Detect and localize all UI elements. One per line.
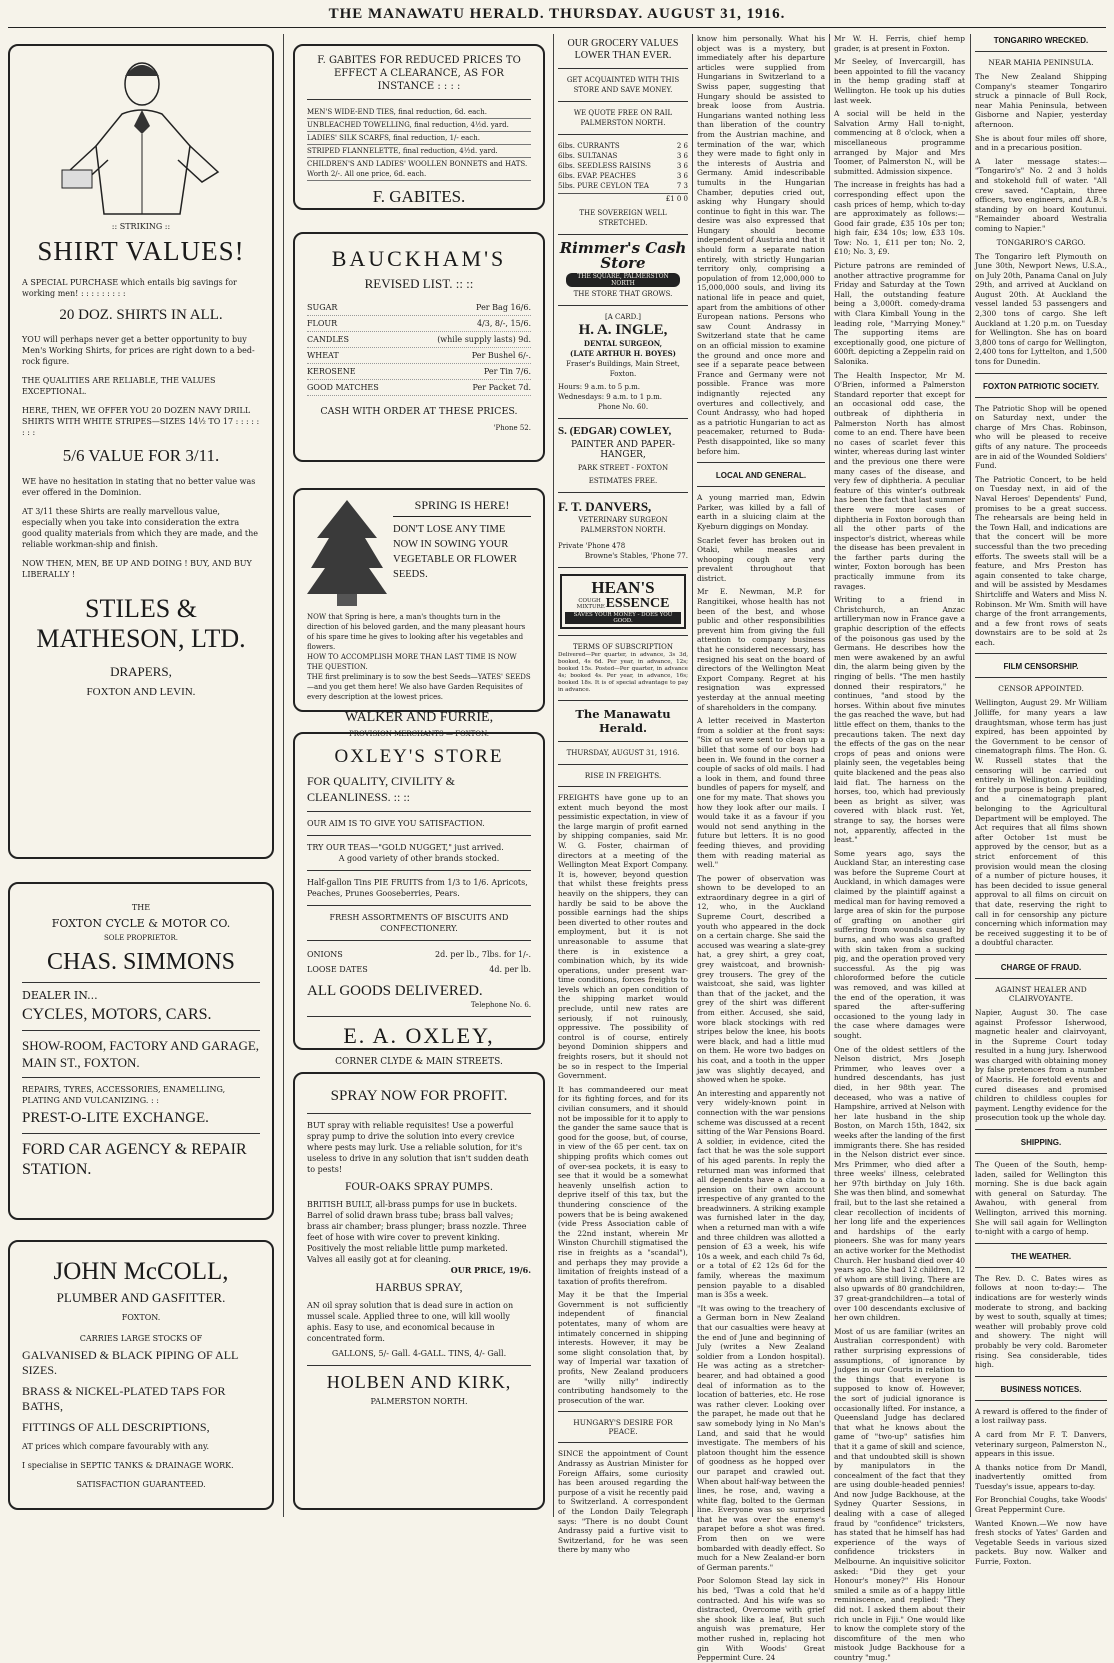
section-subheading: TONGARIRO'S CARGO. <box>996 237 1086 247</box>
news-item: The Tongariro left Plymouth on June 30th, Newport News, U.S.A., on July 20th, Panama Canal on July 29th, and arrived at Auckland on August 20th. At Auckland the vessel landed 53 passengers and 2,300 tons of cargo. She left Auckland at 1.20 p.m. on Tuesday for Wellington. She has on board 3,800 tons of cargo for Wellington, 2,400 tons for Lyttelton, and 1,500 tons for Dunedin. <box>975 251 1107 367</box>
news-item: One of the oldest settlers of the Nelson district, Mrs Joseph Primmer, who leaves over a hundred descendants, has just died, in her 98th year. The deceased, who was a native of Hampshire, arrived at Nelson with her late husband in the ship Boston, on March 15th, 1842, six weeks after the landing of the first immigrants there. She has resided in the Nelson district ever since. Mrs Primmer, who died after a three weeks' illness, celebrated her 97th birthday on July 16th. She was then blind, and somewhat frail, but to the last she retained a clear recollection of incidents of her long life and the experiences and hardships of the early pioneers. She was for many years an active worker for the Methodist Church. Her husband died over 40 years ago. She had 12 children, 12 of whom are still living. There are also upwards of 80 grandchildren, 37 great-grandchildren—a total of over 100 descendants exclusive of her own children. <box>834 1044 965 1323</box>
mccoll-guarantee: SATISFACTION GUARANTEED. <box>76 1480 206 1489</box>
heans-slogan: SAVES YOUR MONEY - DOES YOU GOOD. <box>565 612 681 624</box>
news-item: Writing to a friend in Christchurch, an Anzac artilleryman now in France gave a graphic description of the effects of the poisonous gas used by the Germans. He describes how the men were awakened by an awful din, the alarm being given by the ringing of bells. "The men hastily donned their respirators," he continues, "and stood by the horses. Within about five minutes the gas reached the wave, but had little effect on them, thanks to the precautions taken. The next day the effects of the gas on the near crops of peas and onions were plainly seen, the vegetables being quite blackened and the peas also laid flat. The harness on the horses, too, which had previously been as bright as silver, was covered with black rust. Yet, strange to say, the horses were not, apparently, affected in the least." <box>834 595 965 845</box>
news-item: Scarlet fever has broken out in Otaki, while measles and whooping cough are very prevalent throughout that district. <box>697 535 825 583</box>
grocery-total: £1 0 0 <box>558 193 688 204</box>
mccoll-line: FITTINGS OF ALL DESCRIPTIONS, <box>22 1420 210 1434</box>
article-paragraph: know him personally. What his object was is a mystery, but immediately after his departure articles were supplied from Hungarians in Switzerland to a Swiss paper, suggesting that Hungary should be assisted to break loose from Austria. Hungarians wanted nothing less than liberation of the country from the Austrian machine, and termination of the war, which they were made to fight only in the interests of Austria and Germany. Amid indescribable tumults in the Hungarian Chamber, deputies cried out, asking why Hungary should continue to fight in this war. The desire was also expressed that Hungary should become independent of Austria and that it should form a separate nation entirely, with strictly Hungarian territory only, comprising a population of from 12,000,000 to 15,000,000 souls, and living its national life in peace and quiet, apart from the ambitions of other European nations. Persons who saw Count Andrassy in Switzerland state that he came on an official mission to examine the ground and once more and see if a separate peace between France and Germany were not possible. France was more indignantly rejected any overtures and collectively, and Count Andrassy, who had hoped as a patriotic Hungarian to act as peacemaker, returned to Buda-Pesth disappointed, like so many before him. <box>697 34 825 456</box>
stiles-towns: FOXTON AND LEVIN. <box>86 686 196 698</box>
grocery-row <box>558 161 688 171</box>
shirts-para: NOW THEN, MEN, BE UP AND DOING ! BUY, AND BUY LIBERALLY ! <box>22 559 252 579</box>
grocery-row <box>558 171 688 181</box>
bauckham-item: CANDLES <box>307 335 349 344</box>
news-item: The Health Inspector, Mr M. O'Brien, informed a Palmerston Standard reporter that except for an occasional odd case, the outbreak of diphtheria in Palmerston North has almost come to an end. There have been no cases of scarlet fever this winter, whereas during last winter and the previous one there were many cases of the disease, and very few of diphtheria. A peculiar feature of this winter's outbreak has been the fact that last summer there were more cases of diphtheria in Foxton borough than all the other parts of the inspector's district, whereas while the disease has been prevalent in the farther parts during the winter, Foxton borough has been practically immune from its ravages. <box>834 370 965 591</box>
bauckham-price-list <box>307 300 531 396</box>
oxley-phone: Telephone No. 6. <box>470 1001 531 1009</box>
gabites-name: F. GABITES. <box>372 187 466 206</box>
bauckham-subtitle: REVISED LIST. :: :: <box>364 276 474 291</box>
grocery-sub: GET ACQUAINTED WITH THIS STORE AND SAVE MONEY. <box>566 76 680 94</box>
bauckham-item: SUGAR <box>307 303 338 312</box>
gabites-item: MEN'S WIDE-END TIES, final reduction, 6d. each. <box>307 106 531 119</box>
news-item: The power of observation was shown to be developed to an extraordinary degree in a girl of 12, who, in the Auckland Supreme Court, described a youth who appeared in the dock on a certain charge. She said the accused was wearing a slate-grey hat, a grey shirt, a grey coat, grey waistcoat, and brownish-grey trousers. The grey of the waistcoat, she said, was lighter than that of the jacket, and the grey of the shirt was different from either. Accused, she said, wore black stockings with red stripes below the knee, his boots were black, and had a little mud on them. He wore two badges on his coat, and a tooth in the upper jaw was slightly decayed, and showed when he spoke. <box>697 873 825 1085</box>
gabites-advert <box>293 44 545 210</box>
tree-icon <box>307 498 387 608</box>
news-item: A young married man, Edwin Parker, was killed by a fall of earth in a sluicing claim at the Kyeburn diggings on Monday. <box>697 493 825 531</box>
oxley-address: CORNER CLYDE & MAIN STREETS. <box>335 1057 503 1067</box>
rimmers-logo: Rimmer's Cash Store <box>559 239 687 272</box>
danvers-line: Browne's Stables, 'Phone 77. <box>584 552 688 560</box>
mccoll-line: I specialise in SEPTIC TANKS & DRAINAGE WORK. <box>22 1461 234 1470</box>
section-heading: TONGARIRO WRECKED. <box>993 36 1089 45</box>
walker-furrie-name: WALKER AND FURRIE, <box>344 710 494 725</box>
article-paragraph: FREIGHTS have gone up to an extent much beyond the most pessimistic expectation, in view of the large margin of profit earned by shipping companies, said Mr. W. G. Foster, chairman of directors at a meeting of the Wellington Meat Export Company. It is, however, beyond question that whilst these freights press heavily on the shippers, they can hardly be said to be above the possible earnings had the ships been diverted to other routes and employment, but it is not unreasonable to assume that there is in existence a combination which, by its wide operations, under present war-time conditions, forces freights to levels which an open condition of the shipping market would preclude, until new rates are seriously, if not ruinously, oppressive. The possibility of control is of course, entirely beyond Dominion shippers and freights rosers, but it should not be so in respect to the Imperial Government. <box>558 793 688 1081</box>
news-item: A social will be held in the Salvation Army Hall to-night, commencing at 8 o'clock, when a miscellaneous programme arranged by Major and Mrs Toomer, of Palmerston N., will be submitted. Admission sixpence. <box>834 109 965 176</box>
bauckham-item: GOOD MATCHES <box>307 383 379 392</box>
grocery-row <box>558 181 688 191</box>
gabites-heading: F. GABITES FOR REDUCED PRICES TO EFFECT A CLEARANCE, AS FOR INSTANCE : : : : <box>317 55 521 92</box>
bauckham-price-row <box>307 316 531 332</box>
shirts-intro: A SPECIAL PURCHASE which entails big savings for working men! : : : : : : : : : <box>22 278 237 298</box>
news-item: Napier, August 30. The case against Professor Isherwood, magnetic healer and clairvoyant, in the Supreme Court today resulted in a hung jury. Isherwood was charged with obtaining money by false pretences from a number of Maoris. He foretold events and cured diseases and promised children to childless couples for payment. Lengthy evidence for the prosecution took up the whole day. <box>975 1007 1107 1123</box>
news-item: Some years ago, says the Auckland Star, an interesting case was before the Supreme Court at Auckland, in which damages were claimed by the plaintiff against a medical man for having removed a large area of skin for the purpose of grafting on another girl suffering from wounds caused by burns, and who was also grafted with skin taken from a sucking pig, and the operation proved very successful. As the pig was chloroformed before the cuticle was removed, and was killed at the end of the operation, it was spared the after-suffering occasioned to the young lady in the case where damages were sought. <box>834 848 965 1040</box>
bauckham-price-row <box>307 364 531 380</box>
stiles-drapers: DRAPERS, <box>110 664 172 679</box>
shirts-count: 20 DOZ. SHIRTS IN ALL. <box>59 307 223 323</box>
bauckham-item: KEROSENE <box>307 367 356 376</box>
mccoll-town: FOXTON. <box>121 1313 161 1322</box>
column-6 <box>975 34 1107 1567</box>
mccoll-name: JOHN McCOLL, <box>53 1258 229 1285</box>
grocery-item: 6lbs. SEEDLESS RAISINS <box>558 162 651 170</box>
spring-para: THE first preliminary is to sow the best Seeds—YATES' SEEDS—and you get them here! We also have Garden Requisites of every description at the lowest prices. <box>307 673 531 701</box>
dates-label: LOOSE DATES <box>307 965 368 974</box>
bauckham-price: Per Packet 7d. <box>472 383 531 392</box>
news-item: Wellington, August 29. Mr William Jolliffe, for many years a law draughtsman, whose term has just expired, has been appointed by the Government to be censor of cinematograph films. The Hon. G. W. Russell states that the censoring will be carried out entirely in Wellington. A building for the purpose is being prepared, and a cinematograph plant belonging to the Agricultural Department will be employed. The Act requires that all films shown after October 1st must be approved by the censor, but as a strict enforcement of this provision would mean the closing of a number of picture houses, it has been decided to issue general approval to all films on circuit on that date, reserving the right to call in for censorship any picture concerning which information may be received suggesting it to be of a doubtful character. <box>975 698 1107 948</box>
section-heading: BUSINESS NOTICES. <box>1000 1384 1082 1394</box>
bauckham-price: 4/3, 8/-, 15/6. <box>476 319 531 328</box>
bauckham-item: FLOUR <box>307 319 338 328</box>
column-5 <box>834 34 965 1662</box>
news-item: "It was owing to the treachery of a German born in New Zealand that our casualties were heavy at the end of June and beginning of July (writes a New Zealand soldier from a London hospital). He was acting as a stretcher-bearer, and had obtained a good deal of information as to the location of batteries, etc. He rose was rather clever. Looking over the parapet, he made out that he saw somebody lying in No Man's Land, and said that he would investigate. The members of his platoon thought him the essence of goodness as he hopped over our parapet and crawled out. When about half-way between the lines, he rose, and, waving a white flag, bolted to the German line. Everyone was so surprised that he was over the enemy's parapet before a shot was fired. From then on we were bombarded with deadly effect. So much for a New Zealand-er born of German parents." <box>697 1303 825 1572</box>
column-rule <box>970 34 971 1517</box>
spray-heading: HARBUS SPRAY, <box>375 1282 463 1294</box>
cycle-advert <box>8 882 274 1220</box>
news-item: The New Zealand Shipping Company's steamer Tongariro struck a pinnacle of Bull Rock, near Mahia Peninsula, between Gisborne and Napier, yesterday afternoon. <box>975 72 1107 129</box>
holben-kirk-town: PALMERSTON NORTH. <box>370 1397 468 1406</box>
grocery-item: 5lbs. PURE CEYLON TEA <box>558 182 649 190</box>
gabites-item: UNBLEACHED TOWELLING, final reduction, 4½d. yard. <box>307 119 531 132</box>
news-item: For Bronchial Coughs, take Woods' Great Peppermint Cure. <box>975 1495 1107 1515</box>
grocery-price: 3 6 <box>676 172 688 180</box>
rimmers-tagline: THE STORE THAT GROWS. <box>573 290 673 298</box>
gabites-item: STRIPED FLANNELETTE, final reduction, 4½d. yard. <box>307 145 531 158</box>
news-item: An interesting and apparently not very widely-known point in connection with the war pensions scheme was discussed at a recent sitting of the War Pensions Board. A soldier, in evidence, cited the fact that he was the sole support of his aged parents. In reply the returned man was informed that all dependents have a claim to a pension on their own account irrespective of any granted to the breadwinners. A striking example was furnished later in the day, when a returned man with a wife and three children was allotted a pension of £3 a week, his wife 10s a week, and each child 7s 6d, or a total of £2 12s 6d for the family, whereas the maximum pension payable to a disabled man is 35s a week. <box>697 1088 825 1300</box>
oxley-delivered: ALL GOODS DELIVERED. <box>307 983 483 999</box>
news-item: A letter received in Masterton from a soldier at the front says: "Six of us were sent to clean up a billet that some of our boys had been in. We found in the corner a couple of sacks of old mails. I had a look in them, and found three bundles of papers for myself, and one for my mate. That shows you how they look after our mails. I would take it as a favour if you would not send anything in the future but letters. It is no good feeding thieves, and providing them with reading material as well." <box>697 716 825 870</box>
section-heading: CHARGE OF FRAUD. <box>1000 962 1082 972</box>
grocery-row <box>558 141 688 151</box>
spray-para: BRITISH BUILT, all-brass pumps for use in buckets. Barrel of solid drawn brass tube; brass ball valves; brass air chamber; brass plunger; brass nozzle. Three feet of hose with wire cover to prevent kinking. Positively the most reliable little pump marketed. Valves all easily got at for cleaning. <box>307 1200 527 1264</box>
cycle-repairs: REPAIRS, TYRES, ACCESSORIES, ENAMELLING, PLATING AND VULCANIZING. : : <box>22 1085 226 1105</box>
news-item: A thanks notice from Dr Mandl, inadvertently omitted from Tuesday's issue, appears to-day. <box>975 1462 1107 1491</box>
cowley-line: ESTIMATES FREE. <box>588 477 658 485</box>
shirts-title: SHIRT VALUES! <box>37 236 245 266</box>
shirts-para: AT 3/11 these Shirts are really marvellous value, especially when you take into consideration the extra good quality materials from which they are made, and the reliable workman-ship and finish. <box>22 507 259 549</box>
bauckham-price: Per Bushel 6/-. <box>471 351 531 360</box>
news-item: The Queen of the South, hemp-laden, sailed for Wellington this morning. She is due back again with general on Saturday. The Awahou, with general from Wellington, arrived this morning. She will sail again for Wellington to-night with a cargo of hemp. <box>975 1160 1107 1237</box>
onions-price: 2d. per lb., 7lbs. for 1/-. <box>435 950 531 959</box>
oxley-line: FRESH ASSORTMENTS OF BISCUITS AND CONFECTIONERY. <box>329 913 509 933</box>
news-item: Mr Seeley, of Invercargill, has been appointed to fill the vacancy in the hemp grading staff at Wellington. He took up his duties last week. <box>834 57 965 105</box>
bauckham-price: (while supply lasts) 9d. <box>437 335 531 344</box>
news-item: The increase in freights has had a corresponding effect upon the cash prices of hemp, which to-day are approximately as follows:—Good fair grade, £35 10s per ton; high fair, £34 10s; low, £33 10s. Tow: No. 1, £11 per ton; No. 2, £10; No. 3, £9. <box>834 180 965 257</box>
bauckham-item: WHEAT <box>307 351 339 360</box>
section-subheading: CENSOR APPOINTED. <box>998 684 1084 694</box>
heans-title: HEAN'S <box>591 578 655 597</box>
gabites-list <box>307 106 531 181</box>
article-paragraph: May it be that the Imperial Government is not sufficiently independent of financial potentates, many of whom are intimately concerned in shipping interests. However, it may be some slight consolation that, by way of Imperial war taxation of profits, New Zealand producers are "willy nilly" indirectly contributing handsomely to the prosecution of the war. <box>558 1290 688 1405</box>
onions-label: ONIONS <box>307 950 343 959</box>
oxley-title: OXLEY'S STORE <box>334 746 504 767</box>
section-subheading: NEAR MAHIA PENINSULA. <box>988 58 1094 67</box>
grocery-price: 3 6 <box>676 152 688 160</box>
column-rule <box>553 34 554 1517</box>
grocery-price: 2 6 <box>676 142 688 150</box>
grocery-row <box>558 151 688 161</box>
grocery-item: 6lbs. EVAP. PEACHES <box>558 172 636 180</box>
spray-price: OUR PRICE, 19/6. <box>450 1265 531 1275</box>
news-item: A reward is offered to the finder of a lost railway pass. <box>975 1406 1107 1426</box>
mccoll-line: AT prices which compare favourably with any. <box>22 1442 209 1451</box>
column-3 <box>558 34 688 1559</box>
cycle-owner-name: CHAS. SIMMONS <box>46 949 236 975</box>
masthead: THE MANAWATU HERALD. THURSDAY. AUGUST 31, 1916. <box>328 6 786 22</box>
section-heading: FOXTON PATRIOTIC SOCIETY. <box>982 381 1099 391</box>
article-heading: HUNGARY'S DESIRE FOR PEACE. <box>573 1418 673 1437</box>
news-item: Most of us are familiar (writes an Australian correspondent) with rather surprising expressions of assumptions, of ignorance by Judges in our Courts in relation to the things that everyone is supposed to know of. However, the sort of judicial ignorance is occasionally lifted. For instance, a Queensland Judge has declared that what he knows about the game of "two-up" satisfies him that it a game of skill and science, and that undoubted skill is shown by manipulators in the concealment of the fact that they are using double-headed pennies! And now Judge Backhouse, at the Sydney Quarter Sessions, in dealing with a case of alleged fraud by "confidence" tricksters, has stated that he himself has had experience of the ways of confidence tricksters in Melbourne. An inquisitive solicitor asked: "Did they get your Honour's money?" His Honour smiled a smile as of a happy little reminiscence, and replied: "They did not. I asked them about their rich uncle in Fiji." One would like to know the complete story of the discomfiture of the men who mistook Judge Backhouse for a country "mug." <box>834 1326 965 1662</box>
spray-para: AN oil spray solution that is dead sure in action on mussel scale. Applied three to one, will kill woolly aphis. Easy to use, and economical because in concentrated form. <box>307 1301 514 1343</box>
mccoll-trade: PLUMBER AND GASFITTER. <box>56 1290 226 1305</box>
section-heading: LOCAL AND GENERAL. <box>715 471 807 481</box>
heans-advert <box>560 574 686 629</box>
cowley-line: PAINTER AND PAPER-HANGER, <box>571 440 675 460</box>
bauckham-cash-note: CASH WITH ORDER AT THESE PRICES. <box>320 406 518 417</box>
oxley-line: OUR AIM IS TO GIVE YOU SATISFACTION. <box>307 819 485 828</box>
cowley-line: PARK STREET - FOXTON <box>577 464 669 472</box>
cycle-proprietor: SOLE PROPRIETOR. <box>104 934 178 942</box>
shirts-offer: 5/6 VALUE FOR 3/11. <box>62 446 220 465</box>
shirts-para: THE QUALITIES ARE RELIABLE, THE VALUES EXCEPTIONAL. <box>22 376 216 396</box>
ingle-line: Fraser's Buildings, Main Street, Foxton. <box>566 360 680 378</box>
ingle-line: (LATE ARTHUR H. BOYES) <box>570 349 676 358</box>
spring-para: HOW TO ACCOMPLISH MORE THAN LAST TIME IS NOW THE QUESTION. <box>307 653 517 671</box>
dates-price: 4d. per lb. <box>489 965 531 974</box>
bauckham-price-row <box>307 380 531 396</box>
gabites-item: CHILDREN'S AND LADIES' WOOLLEN BONNETS and HATS. Worth 2/-. All one price, 6d. each. <box>307 158 531 181</box>
spray-advert <box>293 1072 545 1510</box>
section-heading: FILM CENSORSHIP. <box>1003 662 1079 672</box>
spray-heading: FOUR-OAKS SPRAY PUMPS. <box>345 1181 493 1193</box>
section-heading: THE WEATHER. <box>1010 1251 1072 1261</box>
oxley-subtitle: FOR QUALITY, CIVILITY & CLEANLINESS. :: :: <box>307 774 455 804</box>
bauckham-price-row <box>307 348 531 364</box>
cycle-dealer: DEALER IN... <box>22 989 98 1002</box>
mccoll-line: BRASS & NICKEL-PLATED TAPS FOR BATHS, <box>22 1384 226 1413</box>
news-item: A later message states:— "Tongariro's" No. 2 and 3 holds and stokehold full of water. "All crew saved. "Captain, three officers, two engineers, and A.B.'s standing by on board Koutunui. "Remainder aboard Westralia coming to Napier." <box>975 156 1107 233</box>
danvers-line: VETERINARY SURGEON <box>578 516 668 524</box>
danvers-name: F. T. DANVERS, <box>558 499 652 514</box>
mccoll-line: CARRIES LARGE STOCKS OF <box>79 1334 203 1343</box>
ingle-hours: Hours: 9 a.m. to 5 p.m. Wednesdays: 9 a.m. to 1 p.m. <box>558 383 662 401</box>
herald-date: THURSDAY, AUGUST 31, 1916. <box>566 749 680 757</box>
bauckham-price: Per Bag 16/6. <box>476 303 531 312</box>
gabites-item: LADIES' SILK SCARFS, final reduction, 1/- each. <box>307 132 531 145</box>
spray-gallons: GALLONS, 5/- Gall. 4-GALL. TINS, 4/- Gall. <box>331 1349 507 1358</box>
bauckham-price: Per Tin 7/6. <box>483 367 531 376</box>
terms-body: Delivered—Per quarter, in advance, 3s 3d, booked, 4s 6d. Per year, in advance, 12s; booked 15s. Posted—Per quarter, in advance 4s; booked 4s. Per year, in advance, 16s; booked 18s. It is of special advantage to pay in advance. <box>558 652 688 693</box>
shirts-para: YOU will perhaps never get a better opportunity to buy Men's Working Shirts, for prices are right down to a bed-rock figure. <box>22 335 255 366</box>
column-4 <box>697 34 825 1663</box>
grocery-price: 7 3 <box>676 182 688 190</box>
bauckham-price-row <box>307 332 531 348</box>
shirt-man-illustration <box>22 54 262 219</box>
spray-para: BUT spray with reliable requisites! Use a powerful spray pump to drive the solution into every crevice where pests may lurk. Use a reliable solution, for it's useless to drive in any solution that isn't sudden death to pests! <box>307 1121 529 1174</box>
bauckham-advert <box>293 232 545 462</box>
spring-para: NOW that Spring is here, a man's thoughts turn in the direction of his beloved garden, and the many pleasant hours of his spare time he gives to looking after his vegetables and flowers. <box>307 613 526 651</box>
shirts-para: HERE, THEN, WE OFFER YOU 20 DOZEN NAVY DRILL SHIRTS WITH WHITE STRIPES—SIZES 14½ TO 17 : : : : : : : : <box>22 406 260 437</box>
news-item: Wanted Known.—We now have fresh stocks of Yates' Garden and Vegetable Seeds in various sized packets. Buy now. Walker and Furrie, Foxton. <box>975 1518 1107 1567</box>
oxley-line: TRY OUR TEAS—"GOLD NUGGET," just arrived. <box>307 843 504 852</box>
mccoll-line: GALVANISED & BLACK PIPING OF ALL SIZES. <box>22 1348 238 1377</box>
oxley-line: Half-gallon Tins PIE FRUITS from 1/3 to 1/6. Apricots, Peaches, Prunes Gooseberries, Pears. <box>307 878 528 898</box>
article-paragraph: It has commandeered our meat for its fighting forces, and for its civilian consumers, and it should not be impossible for it to apply to the gander the same sauce that is good for the goose, but, of course, in view of the 65 per cent. tax on shipping profits which comes out of over-sea pockets, it is easy to see that it would be a somewhat heavenly unselfish action to deprive itself of this tax, but the thundering conscience of the powers that be is being awakened (vide Press Association cable of the 22nd instant, wherein Mr Winston Churchill stigmatised the rise in freights as a "scandal"), and perhaps they may provide a limitation of freights instead of a taxation of profits therefrom. <box>558 1084 688 1286</box>
news-item: A card from Mr F. T. Danvers, veterinary surgeon, Palmerston N., appears in this issue. <box>975 1429 1107 1459</box>
masthead-rule <box>8 27 1106 28</box>
ingle-line: DENTAL SURGEON, <box>583 339 663 348</box>
bauckham-title: BAUCKHAM'S <box>331 246 507 271</box>
shirts-para: WE have no hesitation in stating that no better value was ever offered in the Dominion. <box>22 477 256 497</box>
grocery-sub: WE QUOTE FREE ON RAIL PALMERSTON NORTH. <box>573 109 673 127</box>
heans-cough: COUGH MIXTURE <box>576 598 605 610</box>
news-item: She is about four miles off shore, and in a precarious position. <box>975 133 1107 153</box>
oxley-line: A good variety of other brands stocked. <box>338 854 500 863</box>
ingle-phone: Phone No. 60. <box>597 403 649 411</box>
grocery-tagline: THE SOVEREIGN WELL STRETCHED. <box>579 209 667 227</box>
news-item: The Rev. D. C. Bates wires as follows at noon to-day:— The indications are for westerly winds moderate to strong, and backing by west to south, squally at times; weather will probably prove cold and showery. The night will probably be very cold. Barometer rising. Sea considerable, tides high. <box>975 1273 1107 1370</box>
bauckham-price-row <box>307 300 531 316</box>
article-paragraph: SINCE the appointment of Count Andrassy as Austrian Minister for Foreign Affairs, some curiosity has been aroused regarding the purpose of a visit he recently paid to Switzerland. A correspondent of the London Daily Telegraph says: "There is no doubt Count Andrassy paid a furtive visit to Switzerland, for he was seen there by many who <box>558 1449 688 1555</box>
spring-body: DON'T LOSE ANY TIME NOW IN SOWING YOUR VEGETABLE OR FLOWER SEEDS. <box>393 524 517 580</box>
grocery-list <box>558 141 688 191</box>
spray-title: SPRAY NOW FOR PROFIT. <box>330 1088 508 1104</box>
shirts-advert <box>8 44 274 859</box>
cowley-name: S. (EDGAR) COWLEY, <box>558 425 672 437</box>
grocery-item: 6lbs. SULTANAS <box>558 152 618 160</box>
cycle-prestolite: PREST-O-LITE EXCHANGE. <box>22 1110 209 1126</box>
mccoll-advert <box>8 1240 274 1510</box>
peppermint-cure-verse: Poor Solomon Stead lay sick in his bed, 'Twas a cold that he'd contracted. And his wife was so distracted, Overcome with grief she shook like a leaf, But such anguish was premature, Her mother rushed in, replacing hot gin With Woods' Great Peppermint Cure. 24 <box>697 1576 825 1663</box>
grocery-title: OUR GROCERY VALUES LOWER THAN EVER. <box>567 38 679 61</box>
cycle-company: FOXTON CYCLE & MOTOR CO. <box>51 917 231 930</box>
column-rule <box>692 34 693 1517</box>
column-rule <box>283 34 284 1517</box>
shirts-kicker: :: STRIKING :: <box>111 222 171 231</box>
rimmers-address: THE SQUARE, PALMERSTON NORTH <box>566 273 680 287</box>
section-heading: SHIPPING. <box>1020 1138 1062 1148</box>
terms-title: TERMS OF SUBSCRIPTION <box>572 643 674 651</box>
cycle-ford-agency: FORD CAR AGENCY & REPAIR STATION. <box>22 1141 247 1178</box>
cycle-showroom: SHOW-ROOM, FACTORY AND GARAGE, MAIN ST., FOXTON. <box>22 1038 260 1070</box>
article-heading: RISE IN FREIGHTS. <box>584 771 662 780</box>
oxley-name: E. A. OXLEY, <box>343 1023 495 1048</box>
column-rule <box>829 34 830 1517</box>
ingle-card: [A CARD.] <box>604 313 641 321</box>
oxley-advert <box>293 732 545 1067</box>
ingle-name: H. A. INGLE, <box>578 322 668 338</box>
spring-title: SPRING IS HERE! <box>393 498 531 517</box>
heans-essence: ESSENCE <box>605 596 670 611</box>
herald-nameplate: The Manawatu Herald. <box>575 707 671 735</box>
grocery-item: 6lbs. CURRANTS <box>558 142 620 150</box>
news-item: Mr E. Newman, M.P. for Rangitikei, whose health has not been of the best, and whose public and other responsibilities prevent him from giving the full attention to company business that he considered necessary, has resigned his seat on the board of directors of the Wellington Meat Export Company. Regret at his resignation was expressed yesterday at the annual meeting of shareholders in the company. <box>697 587 825 712</box>
holben-kirk-name: HOLBEN AND KIRK, <box>326 1372 512 1392</box>
cycle-the: THE <box>131 903 151 912</box>
danvers-line: Private 'Phone 478 <box>558 542 626 550</box>
news-item: Picture patrons are reminded of another attractive programme for Friday and Saturday at the Town Hall, the outstanding feature being a 3,000ft. comedy-drama with Clara Kimball Young in the leading role, "Marrying Money." The supporting items are exceptionally good, one picture of 600ft. depicting a Zeppelin raid on Salonika. <box>834 261 965 366</box>
stiles-matheson-name: STILES & MATHESON, LTD. <box>36 594 246 653</box>
walker-furrie-address: PROVISION MERCHANTS — FOXTON. <box>349 730 489 738</box>
news-item: Mr W. H. Ferris, chief hemp grader, is at present in Foxton. <box>834 34 965 53</box>
news-item: The Patriotic Concert, to be held on Tuesday next, in aid of the Naval Heroes' Dependents' Fund, promises to be a great success. The rehearsals are being held in the Town Hall, and indications are that the concert will be more successful than the two preceding efforts. The sweets stall will be a feature, and Mrs Preston has again consented to take charge, and will be assisted by Mesdames Shirtcliffe and Waters and Miss N. Robinson. Mr Wm. Smith will have charge of the front arrangements, and a few front rows of seats downstairs are to be sold at 2s each. <box>975 474 1107 647</box>
section-subheading: AGAINST HEALER AND CLAIRVOYANTE. <box>995 984 1087 1003</box>
danvers-line: PALMERSTON NORTH. <box>580 526 666 534</box>
grocery-price: 3 6 <box>676 162 688 170</box>
bauckham-phone: 'Phone 52. <box>493 424 531 432</box>
spring-advert <box>293 488 545 738</box>
news-item: The Patriotic Shop will be opened on Saturday next, under the charge of Mrs Chas. Robinson, who will be pleased to receive gifts of any nature. The proceeds are in aid of the Wounded Soldiers' Fund. <box>975 403 1107 471</box>
cycle-products: CYCLES, MOTORS, CARS. <box>22 1006 212 1023</box>
